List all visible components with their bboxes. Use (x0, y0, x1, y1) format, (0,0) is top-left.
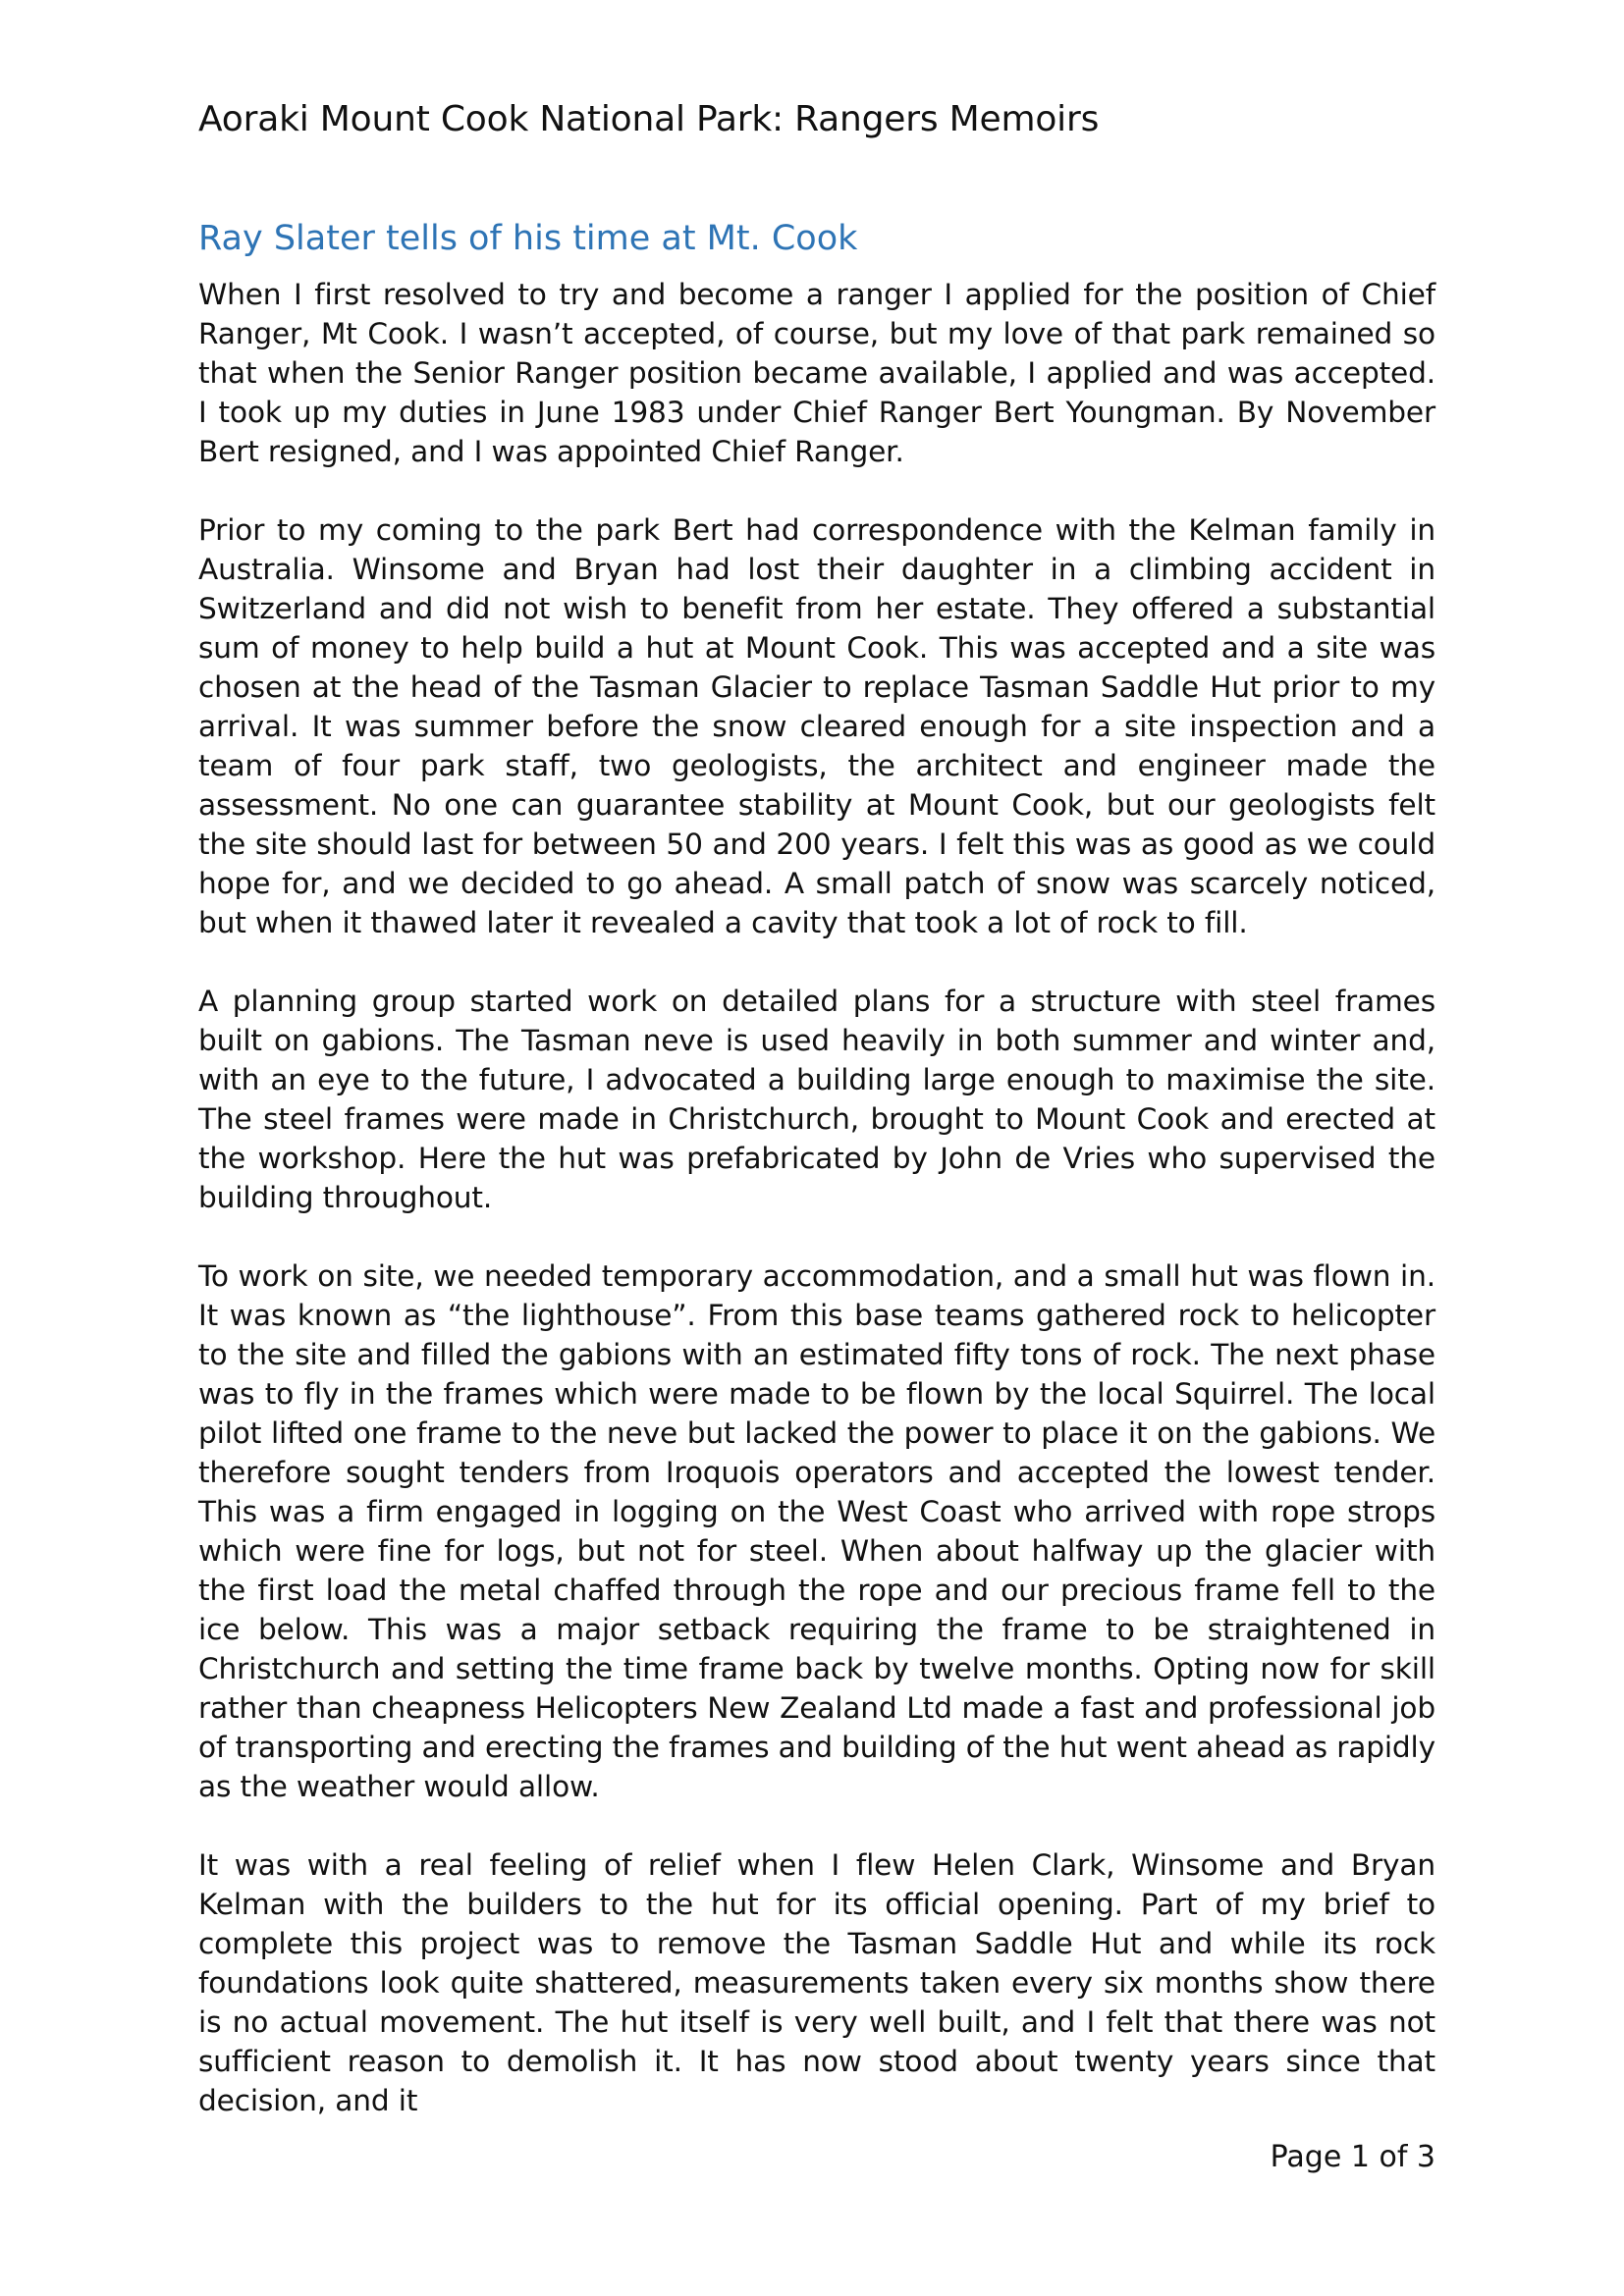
paragraph-2: Prior to my coming to the park Bert had correspondence with the Kelman family in Australia. Winsome and Bryan had lost their daughter in a climbing accident in Switzerland and did not wish to benefit from her estate. They offered a substantial sum of money to help build a hut at Mount Cook. This was accepted and a site was chosen at the head of the Tasman Glacier to replace Tasman Saddle Hut prior to my arrival. It was summer before the snow cleared enough for a site inspection and a team of four park staff, two geologists, the architect and engineer made the assessment. No one can guarantee stability at Mount Cook, but our geologists felt the site should last for between 50 and 200 years. I felt this was as good as we could hope for, and we decided to go ahead. A small patch of snow was scarcely noticed, but when it thawed later it revealed a cavity that took a lot of rock to fill. (198, 512, 1435, 939)
article-title: Ray Slater tells of his time at Mt. Cook (198, 219, 858, 258)
paragraph-5: It was with a real feeling of relief when I flew Helen Clark, Winsome and Bryan Kelman with the builders to the hut for its official opening. Part of my brief to complete this project was to remove the Tasman Saddle Hut and while its rock foundations look quite shattered, measurements taken every six months show there is no actual movement. The hut itself is very well built, and I felt that there was not sufficient reason to demolish it. It has now stood about twenty years since that decision, and it (198, 1847, 1435, 2117)
page-header-title: Aoraki Mount Cook National Park: Rangers Memoirs (198, 99, 1100, 139)
paragraph-1: When I first resolved to try and become a ranger I applied for the position of Chief Ranger, Mt Cook. I wasn’t accepted, of course, but my love of that park remained so that when the Senior Ranger position became available, I applied and was accepted. I took up my duties in June 1983 under Chief Ranger Bert Youngman. By November Bert resigned, and I was appointed Chief Ranger. (198, 277, 1435, 468)
page-number: Page 1 of 3 (1270, 2140, 1435, 2174)
paragraph-4: To work on site, we needed temporary accommodation, and a small hut was flown in. It was known as “the lighthouse”. From this base teams gathered rock to helicopter to the site and filled the gabions with an estimated fifty tons of rock. The next phase was to fly in the frames which were made to be flown by the local Squirrel. The local pilot lifted one frame to the neve but lacked the power to place it on the gabions. We therefore sought tenders from Iroquois operators and accepted the lowest tender. This was a firm engaged in logging on the West Coast who arrived with rope strops which were fine for logs, but not for steel. When about halfway up the glacier with the first load the metal chaffed through the rope and our precious frame fell to the ice below. This was a major setback requiring the frame to be straightened in Christchurch and setting the time frame back by twelve months. Opting now for skill rather than cheapness Helicopters New Zealand Ltd made a fast and professional job of transporting and erecting the frames and building of the hut went ahead as rapidly as the weather would allow. (198, 1258, 1435, 1803)
paragraph-3: A planning group started work on detailed plans for a structure with steel frames built on gabions. The Tasman neve is used heavily in both summer and winter and, with an eye to the future, I advocated a building large enough to maximise the site. The steel frames were made in Christchurch, brought to Mount Cook and erected at the workshop. Here the hut was prefabricated by John de Vries who supervised the building throughout. (198, 984, 1435, 1214)
document-body (198, 218, 1435, 2160)
